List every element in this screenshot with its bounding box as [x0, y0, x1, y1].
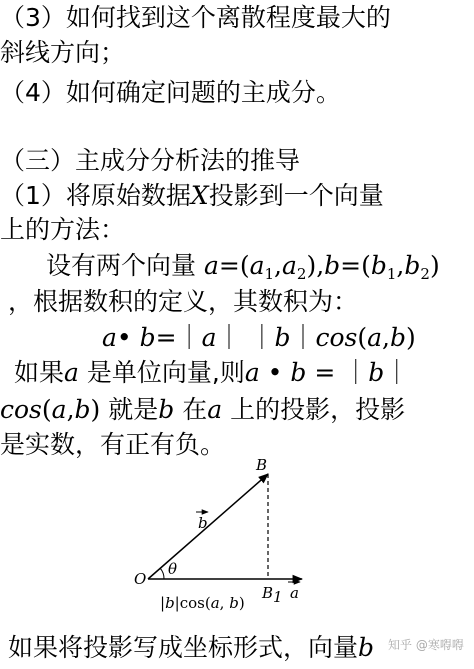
- step-1-line: （1）将原始数据X投影到一个向量: [0, 181, 384, 210]
- projection-caption: |b|cos(a, b): [160, 594, 245, 612]
- label-b-vector: b: [198, 514, 208, 532]
- item-3-line: [0, 2, 391, 34]
- label-B1: B1: [262, 584, 283, 606]
- label-B: B: [256, 456, 268, 474]
- label-theta: θ: [168, 560, 178, 578]
- item-4-line: （4）如何确定问题的主成分。: [0, 78, 341, 107]
- vector-b-line: [148, 474, 268, 579]
- projection-continuation: 是实数，有正有负。: [0, 430, 226, 459]
- step-1-continuation: 上的方法：: [0, 215, 126, 244]
- unit-vector-line: 如果a 是单位向量,则a • b = ｜b｜: [14, 358, 410, 387]
- label-a-vector: a: [290, 584, 299, 602]
- coordinate-form-line: 如果将投影写成坐标形式，向量b: [8, 633, 375, 662]
- dot-product-intro: ，根据数积的定义，其数积为：: [8, 287, 359, 316]
- projection-line: cos(a,b) 就是b 在a 上的投影，投影: [0, 395, 406, 424]
- item-3-continuation: 斜线方向；: [0, 38, 126, 67]
- dot-product-formula: a• b=｜a｜ ｜b｜cos(a,b): [102, 323, 416, 352]
- watermark: 知乎 @寒嘚嘚: [388, 638, 464, 652]
- projection-diagram: [120, 452, 320, 638]
- item-3-text: （3）如何找到这个离散程度最大的: [0, 3, 391, 32]
- vector-definition-line: 设有两个向量 $a=(a_1,a_2),b=(b_1,b_2)$: [46, 251, 440, 283]
- angle-arc: [160, 568, 164, 579]
- label-O: O: [134, 570, 147, 588]
- section-heading: （三）主成分分析法的推导: [0, 146, 301, 175]
